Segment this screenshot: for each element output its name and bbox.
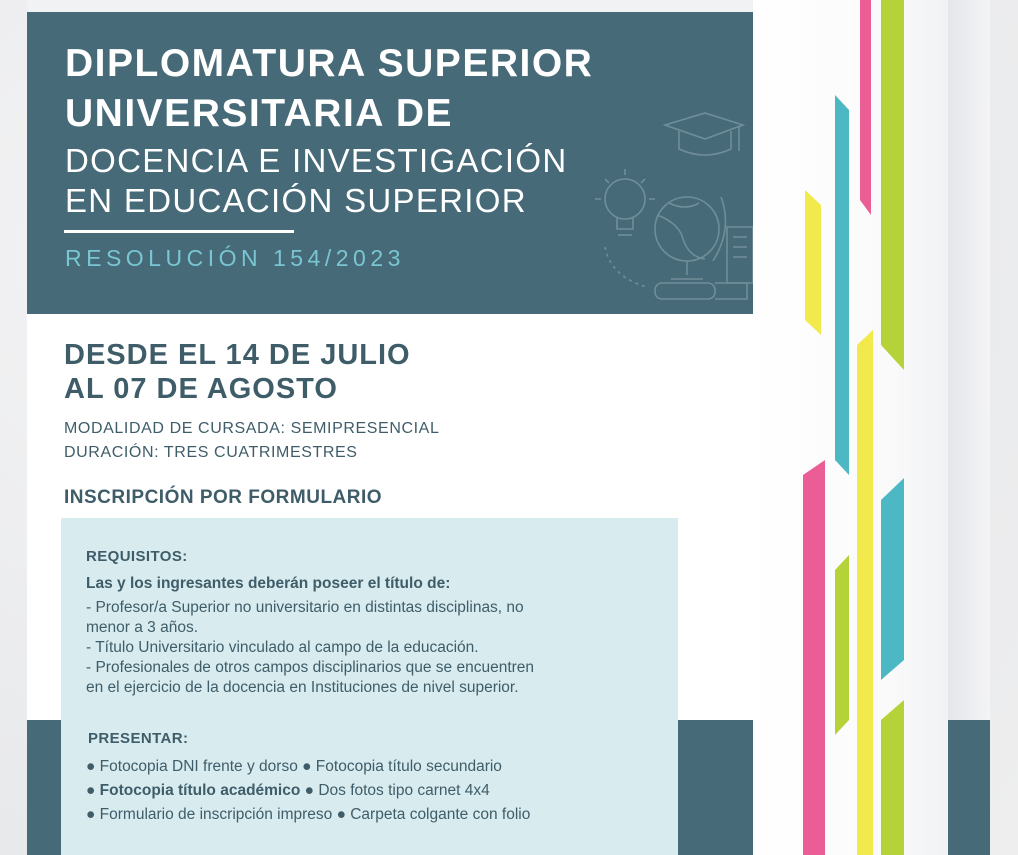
requirement-line: - Profesionales de otros campos disciplinarios que se encuentren [86, 659, 535, 676]
present-item: ● Fotocopia DNI frente y dorso [86, 758, 298, 775]
subtitle-line-1: DOCENCIA E INVESTIGACIÓN [65, 142, 568, 179]
diploma-icon [655, 227, 753, 299]
present-row-3 [86, 806, 530, 824]
stripe-pink [803, 460, 825, 855]
present-row-1 [86, 758, 502, 776]
education-illustration [587, 107, 753, 307]
present-title: PRESENTAR: [88, 730, 189, 747]
stripe-green [835, 555, 849, 735]
duration-text: DURACIÓN: TRES CUATRIMESTRES [64, 444, 358, 461]
flyer [27, 0, 753, 855]
stripe-yellow [805, 190, 821, 335]
requirement-line: - Profesor/a Superior no universitario en distintas disciplinas, no [86, 599, 524, 616]
present-row-2 [86, 782, 490, 800]
requirements-title: REQUISITOS: [86, 548, 188, 565]
header-band [27, 12, 753, 314]
dates-line-1: DESDE EL 14 DE JULIO [64, 339, 411, 371]
present-item: ● Dos fotos tipo carnet 4x4 [300, 782, 490, 799]
resolution-number: RESOLUCIÓN 154/2023 [65, 245, 405, 271]
globe-icon [655, 197, 726, 279]
requirement-line: - Título Universitario vinculado al campo de la educación. [86, 639, 479, 656]
stripe-green [881, 0, 904, 370]
graduation-cap-icon [665, 113, 743, 155]
requirement-line: menor a 3 años. [86, 619, 199, 636]
dates-line-2: AL 07 DE AGOSTO [64, 373, 338, 405]
title-line-2: UNIVERSITARIA DE [65, 92, 454, 135]
stripe-teal [835, 95, 849, 475]
requirements-box [61, 518, 678, 855]
enrollment-text: INSCRIPCIÓN POR FORMULARIO [64, 487, 383, 508]
top-strip [27, 0, 753, 12]
present-item: ● Carpeta colgante con folio [332, 806, 531, 823]
page-edge-band [948, 720, 990, 855]
stripe-pink [860, 0, 871, 215]
requirement-line: en el ejercicio de la docencia en Instituciones de nivel superior. [86, 679, 519, 696]
present-item: ● Fotocopia título académico [86, 782, 301, 799]
title-line-1: DIPLOMATURA SUPERIOR [65, 42, 594, 85]
modality-text: MODALIDAD DE CURSADA: SEMIPRESENCIAL [64, 420, 440, 437]
subtitle-line-2: EN EDUCACIÓN SUPERIOR [65, 182, 527, 219]
lightbulb-icon [595, 169, 655, 235]
decorative-stripes [753, 0, 948, 855]
requirements-intro: Las y los ingresantes deberán poseer el título de: [86, 575, 451, 592]
present-item: ● Fotocopia título secundario [297, 758, 502, 775]
header-divider [64, 230, 294, 233]
present-item: ● Formulario de inscripción impreso [86, 806, 333, 823]
stripe-teal [881, 478, 904, 680]
stripe-yellow [857, 330, 873, 855]
stripe-green [881, 700, 904, 855]
